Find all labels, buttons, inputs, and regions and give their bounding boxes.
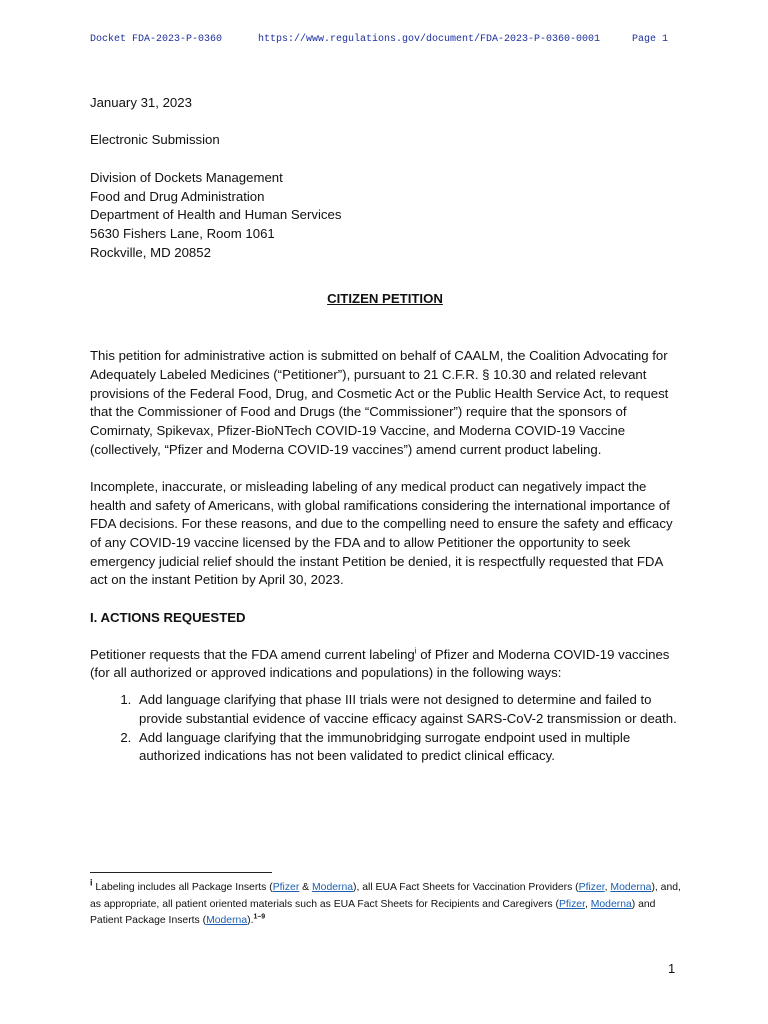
recipient-address <box>90 169 680 263</box>
footnote-references: 1–9 <box>253 913 266 921</box>
footnote-separator <box>90 872 272 873</box>
footnote <box>90 877 690 930</box>
footnote-text: ), all EUA Fact Sheets for Vaccination Providers ( <box>353 882 579 893</box>
list-item: 1. Add language clarifying that phase III trials were not designed to determine and failed to provide substantial evidence of vaccine efficacy against SARS-CoV-2 transmission or death. <box>135 691 680 728</box>
request-intro-text-end: of Pfizer and Moderna COVID-19 vaccines (for all authorized or approved indications and populations) in the following ways: <box>90 646 670 681</box>
link-pfizer-recipient-factsheet[interactable]: Pfizer <box>558 898 585 910</box>
section-heading-actions: I. ACTIONS REQUESTED <box>90 609 246 625</box>
docket-number: Docket FDA-2023-P-0360 <box>90 34 223 45</box>
footnote-text: , <box>604 882 611 893</box>
footnote-text: ). <box>247 915 254 926</box>
document-url: https://www.regulations.gov/document/FDA-2023-P-0360-0001 <box>258 34 601 45</box>
link-moderna-package-insert[interactable]: Moderna <box>312 882 354 893</box>
requests-list <box>90 691 680 766</box>
footnote-text: ) and Patient Package Inserts ( <box>90 898 656 926</box>
footnote-reference[interactable]: i <box>414 646 417 656</box>
link-moderna-patient-insert[interactable]: Moderna <box>206 915 248 926</box>
document-title: CITIZEN PETITION <box>327 291 443 307</box>
link-moderna-recipient-factsheet[interactable]: Moderna <box>590 898 632 910</box>
request-intro-text: Petitioner requests that the FDA amend current labeling <box>90 646 415 662</box>
footnote-text: ), and, as appropriate, all patient oriented materials such as EUA Fact Sheets for Recipients and Caregivers ( <box>90 882 681 910</box>
letter-date: January 31, 2023 <box>90 95 192 110</box>
address-line: 5630 Fishers Lane, Room 1061 <box>90 226 275 242</box>
page-header <box>90 34 710 45</box>
address-line: Rockville, MD 20852 <box>90 244 211 260</box>
request-intro <box>90 646 680 683</box>
footnote-mark: i <box>90 877 93 888</box>
link-moderna-provider-factsheet[interactable]: Moderna <box>610 882 652 893</box>
footnote-text: & <box>299 882 313 893</box>
footnote-text: , <box>584 898 591 910</box>
address-line: Department of Health and Human Services <box>90 207 342 223</box>
submission-type: Electronic Submission <box>90 132 220 148</box>
intro-paragraph: This petition for administrative action is submitted on behalf of CAALM, the Coalition Advocating for Adequately Labeled Medicines (“Petitioner”), pursuant to 21 C.F.R. § 10.30 and related relevant provisions of the Federal Food, Drug, and Cosmetic Act or the Public Health Service Act, to request that the Commissioner of Food and Drugs (the “Commissioner”) require that the sponsors of Comirnaty, Spikevax, Pfizer-BioNTech COVID-19 Vaccine, and Moderna COVID-19 Vaccine (collectively, “Pfizer and Moderna COVID-19 vaccines”) amend current product labeling. <box>90 348 669 457</box>
list-item: 2. Add language clarifying that the immunobridging surrogate endpoint used in multiple authorized indications has not been validated to predict clinical efficacy. <box>135 729 680 766</box>
link-pfizer-provider-factsheet[interactable]: Pfizer <box>578 882 605 893</box>
link-pfizer-package-insert[interactable]: Pfizer <box>272 882 300 893</box>
address-line: Division of Dockets Management <box>90 169 283 185</box>
page-number: 1 <box>668 961 676 976</box>
footnote-text: Labeling includes all Package Inserts ( <box>92 882 273 893</box>
urgency-paragraph: Incomplete, inaccurate, or misleading labeling of any medical product can negatively impact the health and safety of Americans, with global ramifications considering the international importance of FDA decisions. For these reasons, and due to the compelling need to ensure the safety and efficacy of any COVID-19 vaccine licensed by the FDA and to allow Petitioner the opportunity to seek emergency judicial relief should the instant Petition be denied, it is respectfully requested that FDA act on the instant Petition by April 30, 2023. <box>90 478 673 588</box>
address-line: Food and Drug Administration <box>90 188 265 204</box>
letter-body <box>90 94 680 766</box>
header-page-label: Page 1 <box>632 34 669 45</box>
